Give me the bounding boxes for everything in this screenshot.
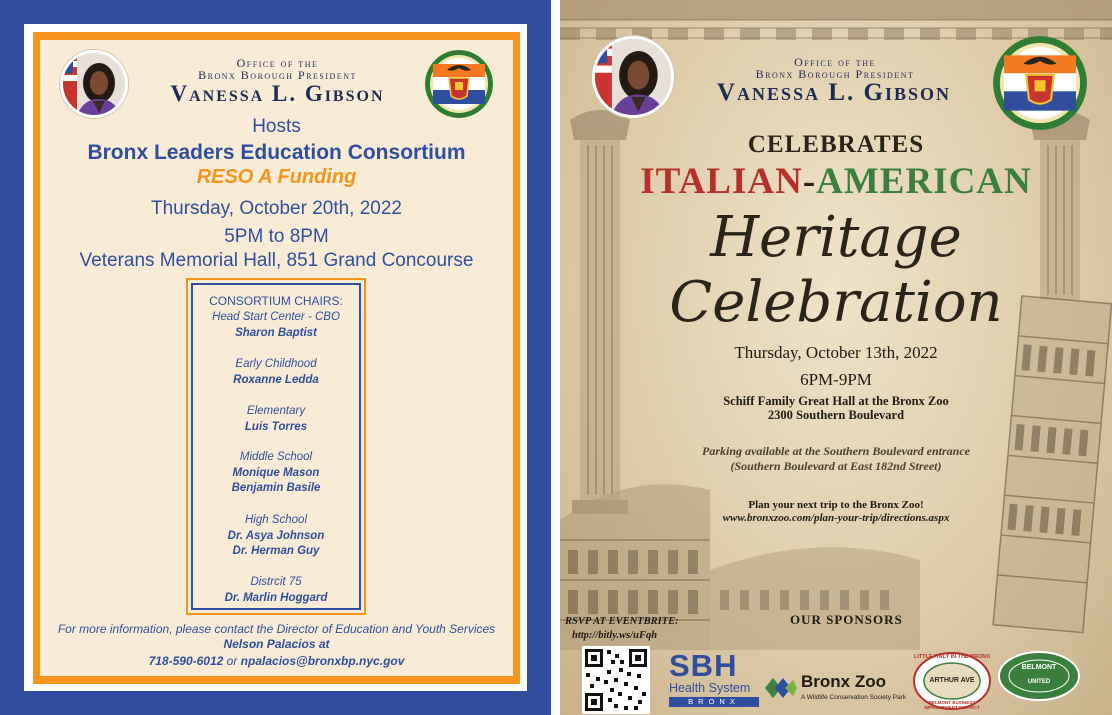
- chair-category: Distrcit 75: [250, 576, 302, 588]
- hyphen: -: [802, 161, 817, 202]
- sbh-bronx-bar: BRONX: [669, 697, 759, 707]
- rsvp-label: RSVP AT EVENTBRITE:: [565, 616, 679, 627]
- rsvp-link[interactable]: http://bitly.ws/uFqh: [572, 630, 658, 641]
- sbh-wordmark: SBH: [669, 648, 738, 683]
- venue-line-1: Schiff Family Great Hall at the Bronx Zoo: [723, 394, 949, 408]
- parking-line-2: (Southern Boulevard at East 182nd Street): [730, 459, 942, 473]
- sponsors-title: OUR SPONSORS: [790, 612, 903, 627]
- chair-name: Dr. Marlin Hoggard: [224, 591, 328, 604]
- borough-president-name: Vanessa L. Gibson: [717, 79, 951, 106]
- little-italy-text: LITTLE ITALY IN THE BRONX: [914, 654, 990, 660]
- belmont-subtext: UNITED: [1027, 679, 1051, 685]
- contact-name: Nelson Palacios at: [223, 637, 330, 651]
- consortium-title: Bronx Leaders Education Consortium: [87, 141, 466, 164]
- right-flyer: [560, 0, 1112, 715]
- celebration-script: Celebration: [669, 270, 1003, 335]
- chair-group: [193, 575, 359, 606]
- office-line-1: Office of the: [236, 56, 319, 70]
- chair-group: [193, 513, 359, 560]
- borough-president-photo: [60, 50, 128, 118]
- plan-trip-line: Plan your next trip to the Bronx Zoo!: [748, 499, 924, 511]
- office-line-1: Office of the: [794, 55, 876, 69]
- consortium-chairs-box: [186, 278, 366, 615]
- chair-group: [193, 357, 359, 388]
- chair-category: Early Childhood: [235, 358, 317, 370]
- chair-name: Sharon Baptist: [235, 326, 317, 339]
- more-info-text: For more information, please contact the Director of Education and Youth Services: [57, 622, 496, 636]
- event-time: 6PM-9PM: [800, 370, 872, 389]
- chair-group: [193, 450, 359, 497]
- chair-name: Dr. Herman Guy: [232, 545, 320, 557]
- chair-name: Monique Mason: [232, 466, 320, 479]
- american-word: AMERICAN: [816, 161, 1032, 202]
- venue-line-2: 2300 Southern Boulevard: [767, 408, 905, 422]
- directions-link[interactable]: www.bronxzoo.com/plan-your-trip/directions.aspx: [722, 512, 950, 524]
- event-venue: Veterans Memorial Hall, 851 Grand Concourse: [79, 250, 474, 271]
- chair-group: [193, 310, 359, 341]
- italian-american-heading: [560, 160, 1112, 203]
- belmont-text: BELMONT: [1021, 664, 1057, 671]
- chair-category: Middle School: [239, 451, 313, 463]
- belmont-badge-icon: [997, 651, 1081, 701]
- left-flyer: [0, 0, 551, 715]
- funding-subtitle: RESO A Funding: [196, 166, 357, 188]
- belmont-logo: [997, 651, 1081, 701]
- parking-line-1: Parking available at the Southern Boulevard entrance: [701, 444, 971, 458]
- chair-name: Dr. Asya Johnson: [227, 529, 325, 542]
- consortium-chairs-inner-border: [191, 283, 361, 610]
- sbh-health-system-logo: [667, 648, 759, 708]
- event-date: Thursday, October 20th, 2022: [150, 198, 403, 219]
- bid-text: BELMONT BUSINESS IMPROVEMENT DISTRICT: [924, 700, 980, 710]
- borough-president-name: Vanessa L. Gibson: [170, 81, 385, 106]
- office-line-2: Bronx Borough President: [755, 67, 915, 81]
- chair-category: Head Start Center - CBO: [212, 311, 340, 323]
- arthur-ave-text: ARTHUR AVE: [929, 677, 975, 684]
- sbh-subtitle: Health System: [669, 681, 751, 695]
- chair-category: Elementary: [246, 405, 306, 417]
- chair-group: [193, 404, 359, 435]
- zoo-wordmark: Bronx Zoo: [801, 672, 886, 691]
- office-line-2: Bronx Borough President: [198, 68, 357, 82]
- hosts-label: Hosts: [252, 116, 301, 137]
- zoo-tagline: A Wildlife Conservation Society Park: [801, 694, 907, 701]
- qr-code-icon[interactable]: [582, 646, 650, 714]
- zoo-mark-icon: [763, 674, 799, 702]
- bronx-seal-icon: [993, 36, 1087, 130]
- chair-name: Benjamin Basile: [231, 482, 321, 494]
- borough-president-photo: [592, 36, 674, 118]
- contact-or: or: [226, 654, 238, 668]
- heritage-script: Heritage: [710, 205, 962, 270]
- chairs-title: CONSORTIUM CHAIRS:: [209, 294, 343, 308]
- italian-word: ITALIAN: [640, 161, 803, 202]
- chair-name: Roxanne Ledda: [233, 373, 319, 386]
- event-date: Thursday, October 13th, 2022: [734, 343, 938, 362]
- contact-line: [40, 654, 513, 668]
- celebrates-heading: CELEBRATES: [747, 131, 925, 158]
- chair-name: Luis Torres: [244, 420, 308, 433]
- chair-category: High School: [244, 514, 307, 526]
- bronx-zoo-logo: [763, 672, 907, 712]
- little-italy-logo: [912, 652, 992, 710]
- contact-phone[interactable]: 718-590-6012: [148, 654, 224, 668]
- contact-email-link[interactable]: npalacios@bronxbp.nyc.gov: [240, 654, 405, 668]
- bronx-seal-icon: [425, 50, 493, 118]
- event-time: 5PM to 8PM: [224, 226, 329, 247]
